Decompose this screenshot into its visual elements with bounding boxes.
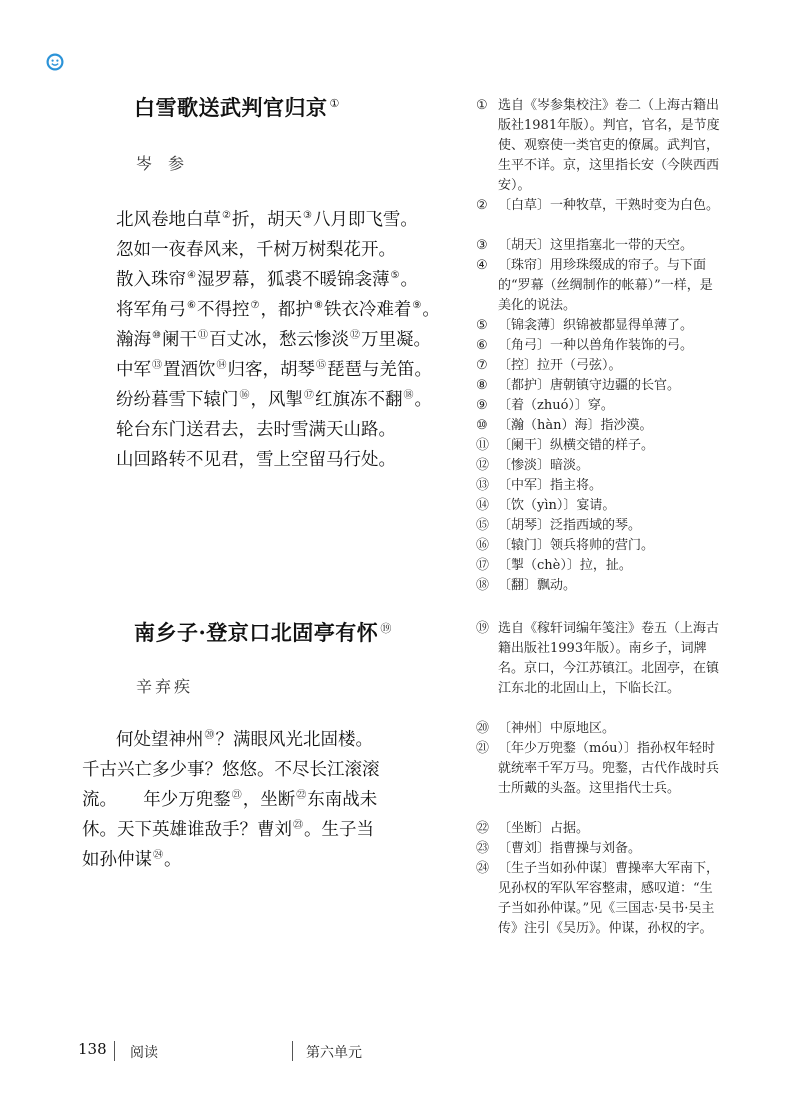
footnote-number: ⑱ [476,578,490,593]
line-text: 铁衣冷难着 [323,300,412,320]
poem-title-nanxiangzi [134,617,392,647]
footnote-marker: ④ [187,270,196,282]
footnote-marker: ⑧ [313,300,323,312]
footnote-number: ⑦ [476,358,488,373]
footnote-text: 选自《岑参集校注》卷二（上海古籍出版社1981年版）。判官，官名，是节度使、观察使一类官吏的僚属。武判官，生平不详。京，这里指长安（今陕西西安）。 [498,98,720,193]
line-text: 不得控 [196,300,250,320]
line-text: 流。 年少万兜鍪 [82,790,231,810]
footnote-marker: ⑬ [152,360,162,372]
line-text: 如孙仲谋 [82,850,152,870]
footnote-text: 〔饮（yìn）〕宴请。 [498,498,616,513]
footnote-marker: ⑰ [304,390,314,402]
poem-line [82,786,377,811]
footer-divider [114,1041,115,1061]
line-text: ，都护 [260,300,313,320]
footnote-item [476,416,721,436]
footnote-marker: ⑱ [403,390,414,402]
line-text: 归客，胡琴 [227,360,315,380]
line-text: 折，胡天 [231,210,302,230]
poem-author-censhen: 岑参 [136,154,201,173]
footnote-text: 〔瀚（hàn）海〕指沙漠。 [498,418,653,433]
poem-line [82,846,182,871]
poem-line [116,266,418,291]
footnote-marker: ㉒ [296,790,307,802]
footnote-number: ① [476,98,488,113]
poem-line [116,236,396,261]
poem-line [116,726,373,751]
line-text: 散入珠帘 [116,270,186,290]
footnote-marker: ㉓ [293,820,303,832]
poem-line [116,206,418,231]
footnote-text: 〔角弓〕一种以兽角作装饰的弓。 [498,338,694,353]
footnote-item [476,839,721,859]
footnote-number: ⑨ [476,398,488,413]
footnote-number: ㉔ [476,861,490,876]
footnote-marker: ⑥ [187,300,196,312]
footnote-text: 〔中军〕指主将。 [498,478,603,493]
footnote-number: ⑩ [476,418,488,433]
footnote-marker: ② [222,210,231,222]
footnote-item [476,336,721,356]
line-text: 纷纷暮雪下辕门 [116,390,239,410]
footnote-number: ㉓ [476,841,490,856]
footnote-text: 〔珠帘〕用珍珠缀成的帘子。与下面的“罗幕（丝绸制作的帐幕）”一样，是美化的说法。 [498,258,713,313]
footnote-number: ⑰ [476,558,490,573]
line-text: 休。天下英雄谁敌手？曹刘 [82,820,292,840]
footnote-item [476,496,721,516]
footnote-item [476,576,721,596]
line-text: 万里凝。 [360,330,431,350]
footnote-number: ② [476,198,488,213]
footnote-number: ⑥ [476,338,488,353]
footnote-item [476,236,721,256]
poem-author-xinqiji: 辛弃疾 [136,677,194,696]
footnote-text: 〔生子当如孙仲谋〕曹操率大军南下，见孙权的军队军容整肃，感叹道：“生子当如孙仲谋。”见《三国志·吴书·吴主传》注引《吴历》。仲谋，孙权的字。 [498,861,720,936]
footnote-item [476,536,721,556]
footnote-text: 〔翻〕飘动。 [498,578,577,593]
footnote-number: ⑯ [476,538,490,553]
footnote-number: ⑧ [476,378,488,393]
footnote-marker: ㉔ [153,850,163,862]
footnote-number: ㉒ [476,821,490,836]
line-text: ，坐断 [242,790,296,810]
title-footnote-marker: ⑲ [380,622,392,635]
footnote-marker: ㉑ [231,790,242,802]
line-text: ？满眼风光北固楼。 [215,730,373,750]
footnote-item [476,556,721,576]
line-text: 瀚海 [116,330,151,350]
line-text: ，风掣 [250,390,303,410]
line-text: 。 [422,300,440,320]
footnote-text: 〔惨淡〕暗淡。 [498,458,590,473]
footnote-item [476,476,721,496]
footnote-number: ⑮ [476,518,490,533]
footnote-marker: ⑪ [197,330,208,342]
footnote-text: 〔掣（chè）〕拉，扯。 [498,558,632,573]
footnote-number: ④ [476,258,488,273]
poem-line [116,446,396,471]
footnote-item [476,456,721,476]
footnote-item [476,356,721,376]
footer-divider [292,1041,293,1061]
footnote-text: 〔神州〕中原地区。 [498,721,616,736]
footer-section-label: 阅读 [130,1045,158,1061]
poem-title-baixuege [134,92,340,122]
footnote-number: ㉑ [476,741,490,756]
line-text: 忽如一夜春风来，千树万树梨花开。 [116,240,396,260]
footnote-marker: ⑨ [412,300,422,312]
title-footnote-marker: ① [329,97,340,110]
poem-line [82,816,374,841]
footnote-marker: ⑭ [216,360,227,372]
footnote-marker: ③ [302,210,312,222]
footnote-marker: ⑯ [239,390,250,402]
footnote-item [476,316,721,336]
footnote-text: 〔曹刘〕指曹操与刘备。 [498,841,642,856]
line-text: 山回路转不见君，雪上空留马行处。 [116,450,396,470]
poem-line [116,356,432,381]
footnote-item [476,396,721,416]
footnote-item [476,859,721,939]
line-text: 湿罗幕，狐裘不暖锦衾薄 [196,270,390,290]
poem-title-text: 白雪歌送武判官归京 [134,95,328,120]
line-text: 百丈冰，愁云惨淡 [208,330,349,350]
line-text: 千古兴亡多少事？悠悠。不尽长江滚滚 [82,760,380,780]
footnote-item [476,436,721,456]
footnote-number: ⑬ [476,478,490,493]
footnote-item [476,96,721,196]
footnote-marker: ⑳ [204,730,215,742]
footnote-item [476,739,721,799]
line-text: 。生子当 [304,820,374,840]
footnote-item [476,256,721,316]
footnote-item [476,619,721,699]
line-text: 东南战未 [307,790,378,810]
footnote-text: 〔白草〕一种牧草，干熟时变为白色。 [498,198,720,213]
line-text: 阑干 [161,330,197,350]
footnote-text: 选自《稼轩词编年笺注》卷五（上海古籍出版社1993年版）。南乡子，词牌名。京口，今江苏镇江。北固亭，在镇江东北的北固山上，下临长江。 [498,621,720,696]
line-text: 何处望神州 [116,730,204,750]
footnote-text: 〔阑干〕纵横交错的样子。 [498,438,655,453]
footnote-marker: ⑫ [349,330,360,342]
footnote-text: 〔胡天〕这里指塞北一带的天空。 [498,238,694,253]
poem-line [82,756,380,781]
footer-unit-label: 第六单元 [306,1045,362,1061]
line-text: 。 [400,270,418,290]
footnote-text: 〔控〕拉开（弓弦）。 [498,358,622,373]
footnote-number: ⑫ [476,458,490,473]
poem-line [116,386,432,411]
footnote-item [476,516,721,536]
footnote-marker: ⑦ [250,300,260,312]
footnote-marker: ⑤ [390,270,400,282]
line-text: 琵琶与羌笛。 [327,360,432,380]
footnote-item [476,719,721,739]
line-text: 将军角弓 [116,300,186,320]
line-text: 轮台东门送君去，去时雪满天山路。 [116,420,396,440]
footnote-marker: ⑩ [152,330,161,342]
footnote-number: ⑤ [476,318,488,333]
footnote-text: 〔都护〕唐朝镇守边疆的长官。 [498,378,681,393]
footnote-text: 〔辕门〕领兵将帅的营门。 [498,538,655,553]
line-text: 八月即飞雪。 [312,210,418,230]
footnote-text: 〔年少万兜鍪（móu）〕指孙权年轻时就统率千军万马。兜鍪，古代作战时兵士所戴的头盔。这里指代士兵。 [498,741,720,796]
line-text: 北风卷地白草 [116,210,221,230]
footnote-item [476,196,721,216]
smiley-face-icon [45,52,65,72]
footnote-item [476,376,721,396]
footnote-text: 〔着（zhuó）〕穿。 [498,398,614,413]
line-text: 。 [164,850,182,870]
poem-line [116,296,440,321]
footnote-number: ③ [476,238,488,253]
poem-title-text: 南乡子·登京口北固亭有怀 [134,620,379,645]
line-text: 置酒饮 [163,360,216,380]
line-text: 红旗冻不翻 [315,390,403,410]
poem-line [116,326,431,351]
footnote-number: ⑭ [476,498,490,513]
footnote-number: ⑲ [476,621,490,636]
line-text: 中军 [116,360,151,380]
footnote-text: 〔胡琴〕泛指西域的琴。 [498,518,642,533]
line-text: 。 [414,390,432,410]
footnote-marker: ⑮ [316,360,326,372]
footnote-text: 〔锦衾薄〕织锦被都显得单薄了。 [498,318,694,333]
footnote-text: 〔坐断〕占据。 [498,821,590,836]
footnote-number: ⑪ [476,438,490,453]
page-number: 138 [78,1040,107,1058]
footnote-number: ⑳ [476,721,490,736]
poem-line [116,416,396,441]
footnote-item [476,819,721,839]
